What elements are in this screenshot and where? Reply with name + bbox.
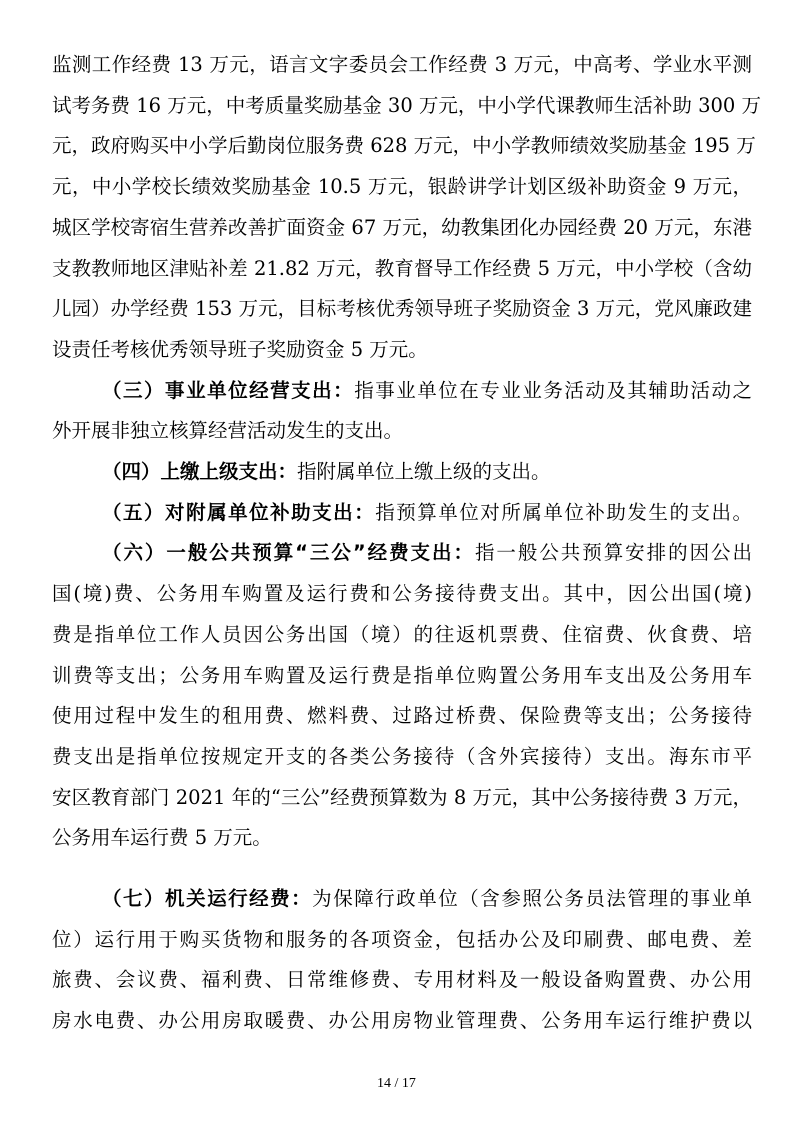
text-line: 安区教育部门 2021 年的“三公”经费预算数为 8 万元，其中公务接待费 3 万元， bbox=[52, 785, 752, 809]
text-line: 使用过程中发生的租用费、燃料费、过路过桥费、保险费等支出；公务接待 bbox=[52, 704, 752, 728]
text-line: 费支出是指单位按规定开支的各类公务接待（含外宾接待）支出。海东市平 bbox=[52, 744, 752, 768]
section-title: （七）机关运行经费： bbox=[102, 887, 313, 910]
page-number: 14 / 17 bbox=[377, 1076, 416, 1091]
section-heading-line bbox=[102, 498, 752, 528]
section-text: 为保障行政单位（含参照公务员法管理的事业单 bbox=[312, 887, 752, 910]
text-line: 设责任考核优秀领导班子奖励资金 5 万元。 bbox=[52, 337, 428, 361]
text-line: 房水电费、办公用房取暖费、办公用房物业管理费、公务用车运行维护费以 bbox=[52, 1009, 752, 1033]
text-line: 支教教师地区津贴补差 21.82 万元，教育督导工作经费 5 万元，中小学校（含幼 bbox=[52, 256, 752, 280]
text-line: 训费等支出；公务用车购置及运行费是指单位购置公务用车支出及公务用车 bbox=[52, 663, 752, 687]
text-line: 监测工作经费 13 万元，语言文字委员会工作经费 3 万元，中高考、学业水平测 bbox=[52, 53, 752, 76]
section-text: 指预算单位对所属单位补助发生的支出。 bbox=[375, 500, 752, 524]
text-line: 元，政府购买中小学后勤岗位服务费 628 万元，中小学教师绩效奖励基金 195 万 bbox=[52, 134, 756, 158]
text-line: 旅费、会议费、福利费、日常维修费、专用材料及一般设备购置费、办公用 bbox=[52, 968, 752, 992]
section-heading-line bbox=[102, 457, 551, 487]
text-line: 费是指单位工作人员因公务出国（境）的往返机票费、住宿费、伙食费、培 bbox=[52, 622, 752, 646]
section-title: （四）上缴上级支出： bbox=[102, 460, 298, 483]
section-text: 指一般公共预算安排的因公出 bbox=[474, 541, 752, 565]
text-line: 试考务费 16 万元，中考质量奖励基金 30 万元，中小学代课教师生活补助 300 万 bbox=[52, 93, 762, 117]
text-line: 儿园）办学经费 153 万元，目标考核优秀领导班子奖励资金 3 万元，党风廉政建 bbox=[52, 297, 752, 321]
text-line: 国(境)费、公务用车购置及运行费和公务接待费支出。其中，因公出国(境) bbox=[52, 582, 752, 606]
section-title: （三）事业单位经营支出： bbox=[102, 378, 355, 402]
section-heading-line bbox=[102, 376, 752, 406]
section-title: （五）对附属单位补助支出： bbox=[102, 500, 376, 524]
section-title: （六）一般公共预算“三公”经费支出： bbox=[102, 541, 475, 565]
section-heading-line bbox=[102, 884, 752, 914]
text-line: 位）运行用于购买货物和服务的各项资金，包括办公及印刷费、邮电费、差 bbox=[52, 927, 752, 951]
text-line: 外开展非独立核算经营活动发生的支出。 bbox=[52, 419, 404, 443]
section-text: 指事业单位在专业业务活动及其辅助活动之 bbox=[354, 378, 752, 402]
section-heading-line bbox=[102, 538, 752, 568]
text-line: 公务用车运行费 5 万元。 bbox=[52, 826, 272, 850]
section-text: 指附属单位上缴上级的支出。 bbox=[297, 460, 551, 483]
text-line: 元，中小学校长绩效奖励基金 10.5 万元，银龄讲学计划区级补助资金 9 万元， bbox=[52, 175, 752, 199]
text-line: 城区学校寄宿生营养改善扩面资金 67 万元，幼教集团化办园经费 20 万元，东港 bbox=[52, 215, 752, 239]
